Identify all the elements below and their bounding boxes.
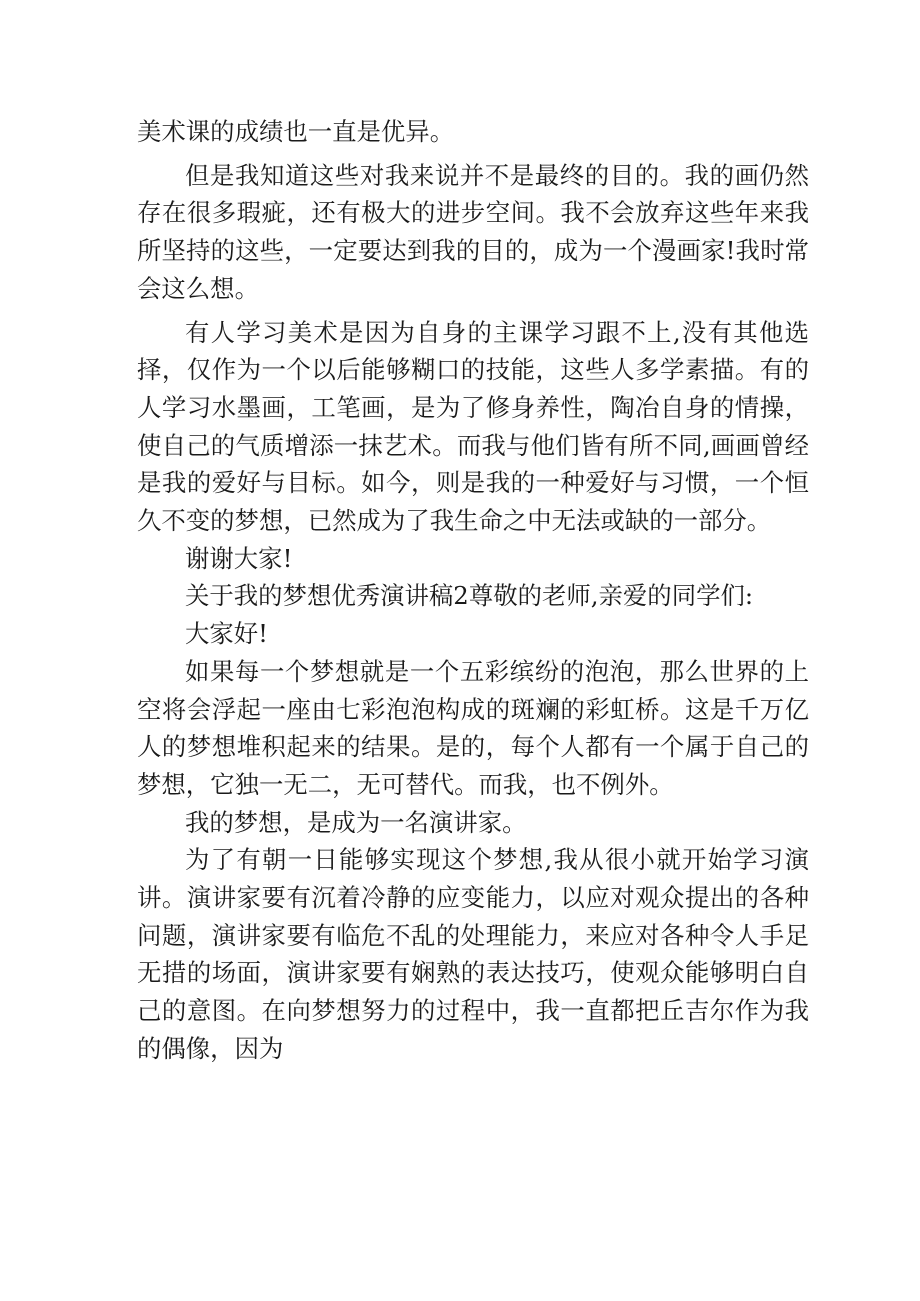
paragraph-3: 有人学习美术是因为自身的主课学习跟不上,没有其他选择，仅作为一个以后能够糊口的技能，这些人多学素描。有的人学习水墨画，工笔画，是为了修身养性，陶冶自身的情操，使自己的气质增添一抹艺术。而我与他们皆有所不同,画画曾经是我的爱好与目标。如今，则是我的一种爱好与习惯，一个恒久不变的梦想，已然成为了我生命之中无法或缺的一部分。 — [137, 317, 809, 536]
paragraph-2: 但是我知道这些对我来说并不是最终的目的。我的画仍然存在很多瑕疵，还有极大的进步空间。我不会放弃这些年来我所坚持的这些，一定要达到我的目的，成为一个漫画家!我时常会这么想。 — [137, 160, 809, 303]
document-body — [137, 113, 809, 1068]
paragraph-9: 为了有朝一日能够实现这个梦想,我从很小就开始学习演讲。演讲家要有沉着冷静的应变能力，以应对观众提出的各种问题，演讲家要有临危不乱的处理能力，来应对各种令人手足无措的场面，演讲家要有娴熟的表达技巧，使观众能够明白自己的意图。在向梦想努力的过程中，我一直都把丘吉尔作为我的偶像，因为 — [137, 845, 809, 1063]
paragraph-1: 美术课的成绩也一直是优异。 — [137, 117, 455, 146]
paragraph-6: 大家好! — [185, 619, 268, 649]
paragraph-5: 关于我的梦想优秀演讲稿2尊敬的老师,亲爱的同学们: — [185, 581, 754, 611]
paragraph-4: 谢谢大家! — [185, 543, 293, 573]
paragraph-7: 如果每一个梦想就是一个五彩缤纷的泡泡，那么世界的上空将会浮起一座由七彩泡泡构成的斑斓的彩虹桥。这是千万亿人的梦想堆积起来的结果。是的，每个人都有一个属于自己的梦想，它独一无二，无可替代。而我，也不例外。 — [137, 656, 809, 799]
paragraph-8: 我的梦想，是成为一名演讲家。 — [185, 807, 527, 837]
